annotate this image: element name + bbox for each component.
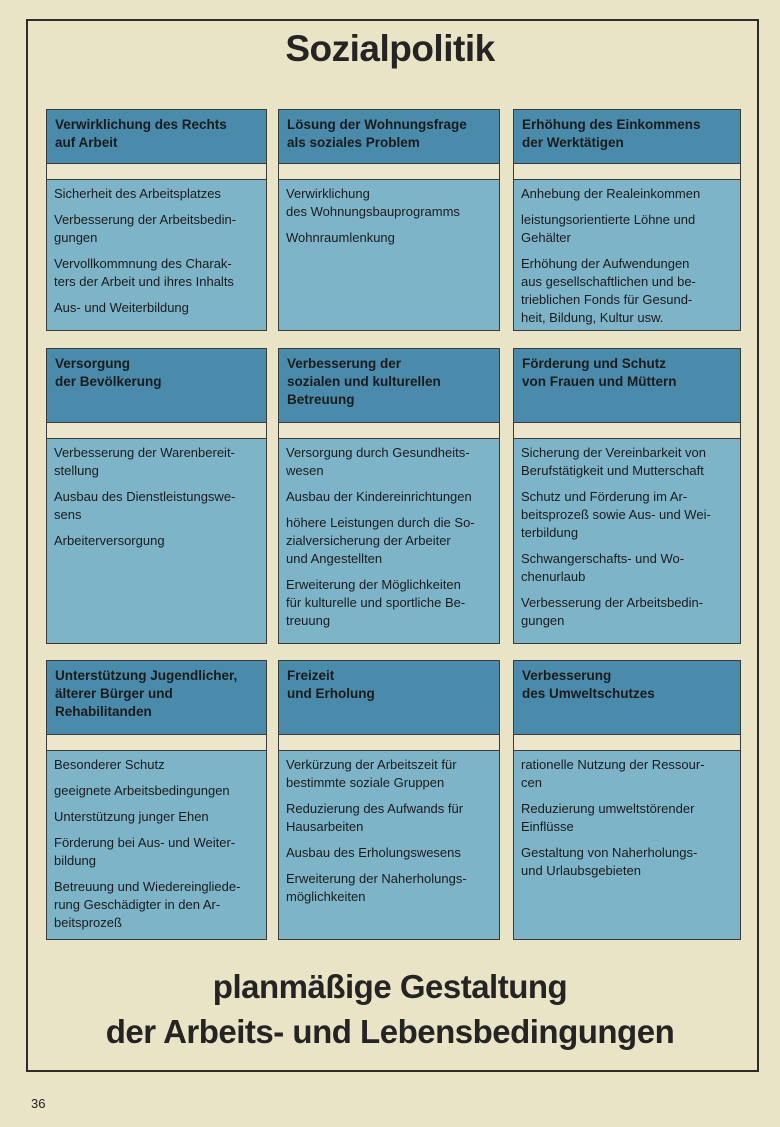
list-item: Arbeiterversorgung bbox=[54, 533, 165, 548]
list-item: Versorgung durch Gesundheits- wesen bbox=[286, 445, 470, 478]
list-item: leistungsorientierte Löhne und Gehälter bbox=[521, 212, 696, 245]
box-separator bbox=[279, 735, 499, 751]
list-item: Verwirklichung des Wohnungsbauprogramms bbox=[286, 186, 460, 219]
box-separator bbox=[279, 423, 499, 439]
policy-box-header: Freizeit und Erholung bbox=[279, 661, 499, 735]
list-item: Gestaltung von Naherholungs- und Urlaubsgebieten bbox=[521, 845, 698, 878]
policy-box bbox=[46, 348, 267, 644]
list-item: Unterstützung junger Ehen bbox=[54, 809, 209, 824]
policy-box bbox=[278, 660, 500, 940]
policy-box bbox=[513, 109, 741, 331]
policy-box-header: Unterstützung Jugendlicher, älterer Bürger und Rehabilitanden bbox=[47, 661, 266, 735]
list-item: rationelle Nutzung der Ressour- cen bbox=[521, 757, 705, 790]
list-item: Verkürzung der Arbeitszeit für bestimmte soziale Gruppen bbox=[286, 757, 457, 790]
policy-box-items bbox=[279, 180, 499, 330]
list-item: Ausbau des Dienstleistungswe- sens bbox=[54, 489, 236, 522]
list-item: Erweiterung der Möglichkeiten für kulturelle und sportliche Be- treuung bbox=[286, 577, 466, 628]
policy-box-items bbox=[47, 751, 266, 939]
list-item: Betreuung und Wiedereingliede- rung Geschädigter in den Ar- beitsprozeß bbox=[54, 879, 241, 930]
list-item: Verbesserung der Arbeitsbedin- gungen bbox=[521, 595, 704, 628]
list-item: Reduzierung des Aufwands für Hausarbeiten bbox=[286, 801, 464, 834]
policy-box-header: Förderung und Schutz von Frauen und Müttern bbox=[514, 349, 740, 423]
policy-box-items bbox=[47, 180, 266, 330]
list-item: Besonderer Schutz bbox=[54, 757, 165, 772]
list-item: Verbesserung der Warenbereit- stellung bbox=[54, 445, 235, 478]
list-item: Schutz und Förderung im Ar- beitsprozeß sowie Aus- und Wei- terbildung bbox=[521, 489, 711, 540]
box-separator bbox=[514, 164, 740, 180]
list-item: Reduzierung umweltstörender Einflüsse bbox=[521, 801, 695, 834]
policy-box-header: Versorgung der Bevölkerung bbox=[47, 349, 266, 423]
list-item: höhere Leistungen durch die So- zialversicherung der Arbeiter und Angestellten bbox=[286, 515, 475, 566]
list-item: Ausbau des Erholungswesens bbox=[286, 845, 461, 860]
policy-box-items bbox=[279, 439, 499, 643]
policy-box-items bbox=[514, 751, 740, 939]
list-item: geeignete Arbeitsbedingungen bbox=[54, 783, 230, 798]
policy-box-header: Verbesserung der sozialen und kulturellen Betreuung bbox=[279, 349, 499, 423]
box-separator bbox=[47, 423, 266, 439]
policy-box-items bbox=[47, 439, 266, 643]
footer-line-1: planmäßige Gestaltung bbox=[212, 968, 568, 1005]
list-item: Aus- und Weiterbildung bbox=[54, 300, 189, 315]
list-item: Ausbau der Kindereinrichtungen bbox=[286, 489, 472, 504]
policy-box-items bbox=[514, 180, 740, 330]
policy-box bbox=[46, 109, 267, 331]
policy-box bbox=[278, 348, 500, 644]
policy-box-items bbox=[279, 751, 499, 939]
footer-line-2: der Arbeits- und Lebensbedingungen bbox=[105, 1013, 675, 1050]
list-item: Erweiterung der Naherholungs- möglichkeiten bbox=[286, 871, 467, 904]
box-separator bbox=[514, 423, 740, 439]
list-item: Wohnraumlenkung bbox=[286, 230, 395, 245]
policy-box-header: Lösung der Wohnungsfrage als soziales Problem bbox=[279, 110, 499, 164]
box-separator bbox=[47, 164, 266, 180]
policy-box-header: Verwirklichung des Rechts auf Arbeit bbox=[47, 110, 266, 164]
list-item: Sicherheit des Arbeitsplatzes bbox=[54, 186, 221, 201]
list-item: Erhöhung der Aufwendungen aus gesellschaftlichen und be- trieblichen Fonds für Gesund- heit, Bildung, Kultur usw. bbox=[521, 256, 696, 325]
list-item: Sicherung der Vereinbarkeit von Berufstätigkeit und Mutterschaft bbox=[521, 445, 707, 478]
policy-box bbox=[513, 660, 741, 940]
list-item: Vervollkommnung des Charak- ters der Arbeit und ihres Inhalts bbox=[54, 256, 234, 289]
list-item: Förderung bei Aus- und Weiter- bildung bbox=[54, 835, 236, 868]
policy-box-items bbox=[514, 439, 740, 643]
list-item: Schwangerschafts- und Wo- chenurlaub bbox=[521, 551, 685, 584]
page-title: Sozialpolitik bbox=[285, 28, 495, 69]
policy-box bbox=[513, 348, 741, 644]
box-separator bbox=[514, 735, 740, 751]
list-item: Verbesserung der Arbeitsbedin- gungen bbox=[54, 212, 237, 245]
box-separator bbox=[279, 164, 499, 180]
page-number: 36 bbox=[31, 1096, 46, 1111]
list-item: Anhebung der Realeinkommen bbox=[521, 186, 701, 201]
policy-box-header: Erhöhung des Einkommens der Werktätigen bbox=[514, 110, 740, 164]
policy-box bbox=[46, 660, 267, 940]
policy-box bbox=[278, 109, 500, 331]
policy-box-header: Verbesserung des Umweltschutzes bbox=[514, 661, 740, 735]
box-separator bbox=[47, 735, 266, 751]
